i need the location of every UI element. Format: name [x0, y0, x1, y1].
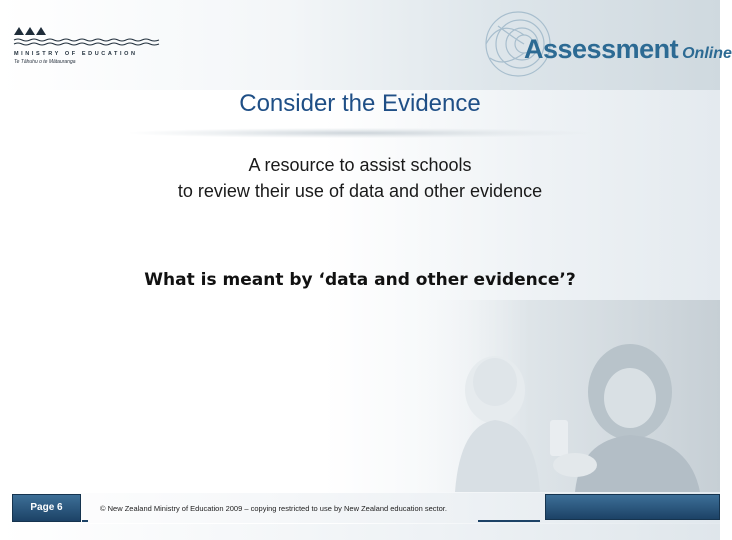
subtitle-line-2: to review their use of data and other evidence [177, 181, 543, 201]
page-number: Page 6 [12, 494, 81, 522]
ministry-maori-name: Te Tāhuhu o te Mātauranga [14, 59, 76, 65]
slide-subtitle [0, 152, 720, 204]
ministry-name: MINISTRY OF EDUCATION [14, 51, 138, 57]
ministry-of-education-logo [14, 24, 164, 68]
slide-header [0, 0, 732, 90]
bottom-strip [0, 524, 720, 540]
subtitle-line-1: A resource to assist schools [248, 155, 472, 175]
copyright-notice: © New Zealand Ministry of Education 2009 – copying restricted to use by New Zealand education sector. [100, 504, 447, 513]
ministry-mountains-icon [14, 24, 54, 36]
faded-classroom-photo [400, 300, 720, 492]
ministry-wave-lines [14, 38, 159, 48]
brand-wordmark [524, 34, 732, 65]
slide-question: What is meant by ‘data and other evidence’? [144, 270, 576, 290]
slide-title: Consider the Evidence [239, 90, 481, 117]
assessment-online-logo [480, 8, 732, 82]
brand-secondary: Online [682, 45, 732, 62]
footer-bar [545, 494, 720, 520]
brand-primary: Assessment [524, 34, 679, 64]
title-divider [130, 128, 590, 138]
footer-rule-left [82, 520, 88, 522]
footer-rule-right [478, 520, 540, 522]
